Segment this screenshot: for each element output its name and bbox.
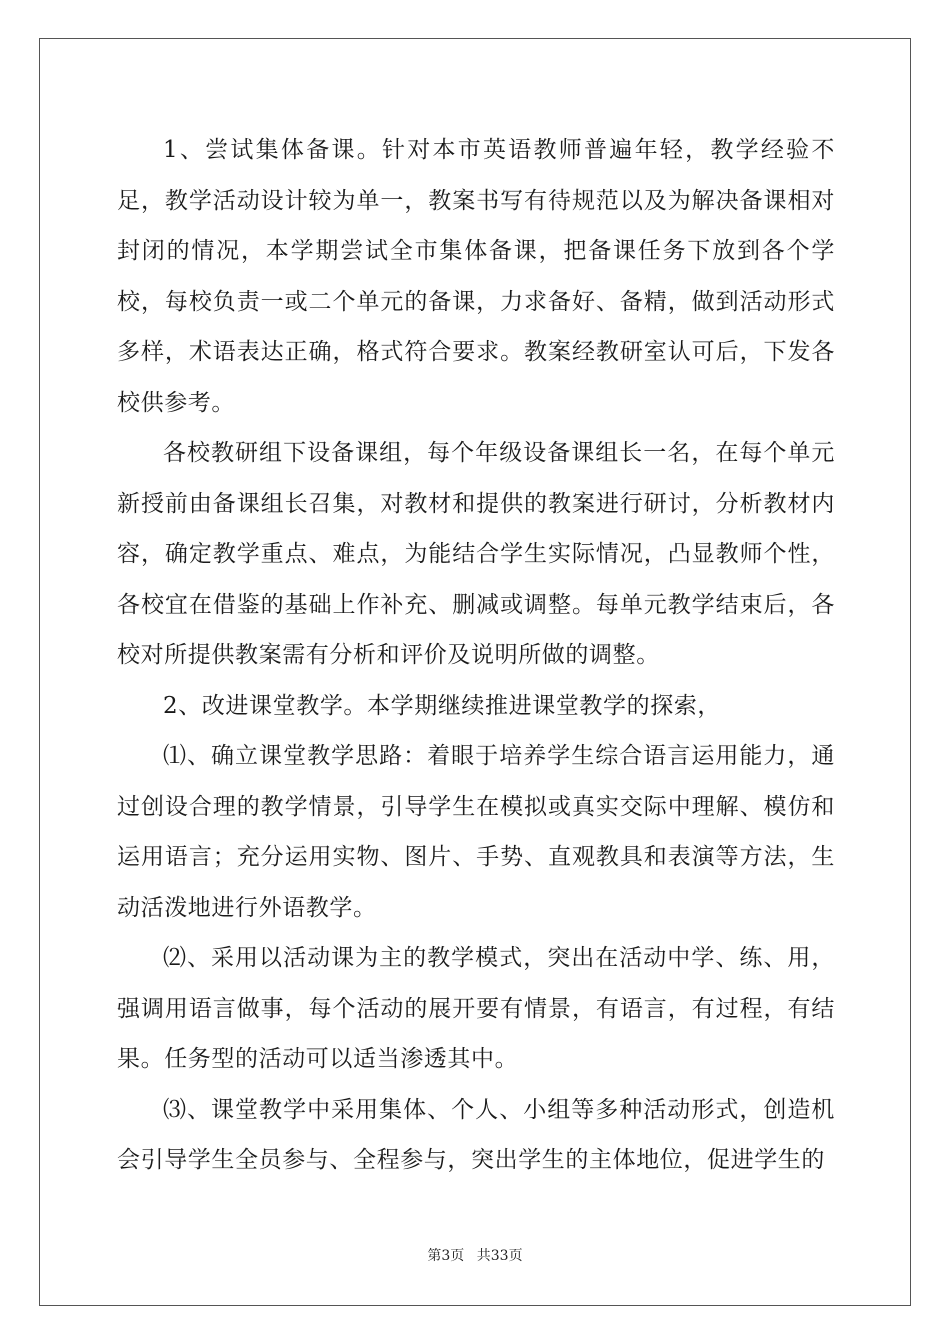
paragraph-activity-forms: ⑶、课堂教学中采用集体、个人、小组等多种活动形式，创造机会引导学生全员参与、全程参与，突出学生的主体地位，促进学生的 (117, 1096, 835, 1173)
paragraph-collective-lesson-prep: 1、尝试集体备课。针对本市英语教师普遍年轻，教学经验不足，教学活动设计较为单一，教案书写有待规范以及为解决备课相对封闭的情况，本学期尝试全市集体备课，把备课任务下放到各个学校，每校负责一或二个单元的备课，力求备好、备精，做到活动形式多样，术语表达正确，格式符合要求。教案经教研室认可后，下发各校供参考。 (117, 137, 835, 416)
paragraph-activity-model: ⑵、采用以活动课为主的教学模式，突出在活动中学、练、用，强调用语言做事，每个活动的展开要有情景，有语言，有过程，有结果。任务型的活动可以适当渗透其中。 (117, 945, 835, 1072)
paragraph-teaching-approach: ⑴、确立课堂教学思路：着眼于培养学生综合语言运用能力，通过创设合理的教学情景，引导学生在模拟或真实交际中理解、模仿和运用语言；充分运用实物、图片、手势、直观教具和表演等方法，生动活泼地进行外语教学。 (117, 743, 835, 921)
page-total: 共33页 (476, 1248, 523, 1264)
paragraph-improve-teaching: 2、改进课堂教学。本学期继续推进课堂教学的探索， (163, 692, 722, 719)
document-body (117, 125, 835, 1186)
page-number: 第3页 (427, 1248, 465, 1264)
paragraph-prep-groups: 各校教研组下设备课组，每个年级设备课组长一名，在每个单元新授前由备课组长召集，对教材和提供的教案进行研讨，分析教材内容，确定教学重点、难点，为能结合学生实际情况，凸显教师个性，各校宜在借鉴的基础上作补充、删减或调整。每单元教学结束后，各校对所提供教案需有分析和评价及说明所做的调整。 (117, 440, 835, 668)
page-footer (0, 1245, 950, 1265)
